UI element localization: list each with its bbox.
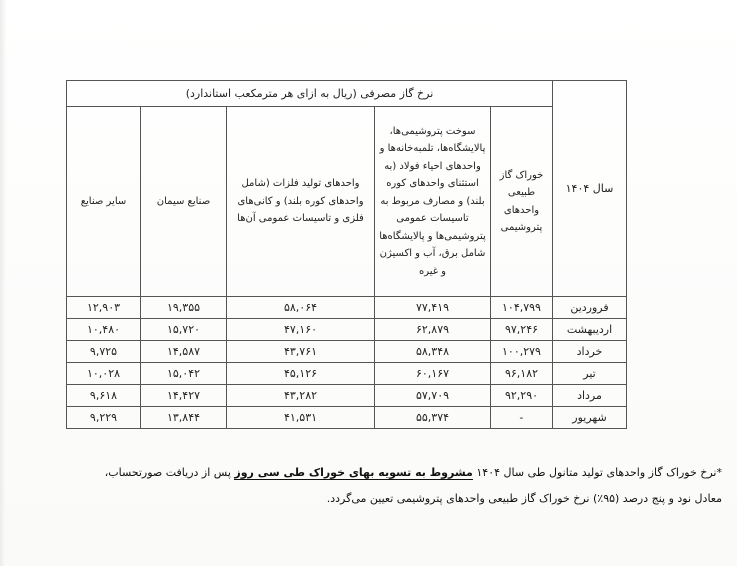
cement-rate-cell: ۱۵,۷۲۰ [141,319,227,341]
feed-rate-cell: ۱۰۴,۷۹۹ [491,297,553,319]
month-cell: شهریور [553,407,627,429]
column-header-petrochemical-fuel: سوخت پتروشیمی‌ها، پالایشگاه‌ها، تلمبه‌خانه‌ها و واحدهای احیاء فولاد (به استثنای واحدهای کوره بلند) و مصارف مربوط به تاسیسات عمومی پتروشیمی‌ها و پالایشگاه‌ها شامل برق، آب و اکسیژن و غیره [375,107,491,297]
fuel-rate-cell: ۶۰,۱۶۷ [375,363,491,385]
methanol-feed-footnote [58,460,722,512]
month-cell: خرداد [553,341,627,363]
metals-rate-cell: ۴۳,۲۸۲ [227,385,375,407]
metals-rate-cell: ۴۱,۵۳۱ [227,407,375,429]
other-rate-cell: ۱۰,۴۸۰ [67,319,141,341]
table-row [67,297,627,319]
footnote-line-2: معادل نود و پنج درصد (۹۵٪) نرخ خوراک گاز طبیعی واحدهای پتروشیمی تعیین می‌گردد. [326,492,722,505]
footnote-text-end: پس از دریافت صورتحساب، [104,466,231,479]
feed-rate-cell: ۹۶,۱۸۲ [491,363,553,385]
month-cell: فروردین [553,297,627,319]
column-header-metals: واحدهای تولید فلزات (شامل واحدهای کوره بلند) و کانی‌های فلزی و تاسیسات عمومی آن‌ها [227,107,375,297]
fuel-rate-cell: ۶۲,۸۷۹ [375,319,491,341]
column-header-cement: صنایع سیمان [141,107,227,297]
other-rate-cell: ۹,۷۲۵ [67,341,141,363]
metals-rate-cell: ۵۸,۰۶۴ [227,297,375,319]
gas-rates-table [66,80,627,429]
month-cell: تیر [553,363,627,385]
other-rate-cell: ۹,۲۲۹ [67,407,141,429]
table-subheader-row [67,107,627,297]
page-edge-shadow [0,0,6,566]
table-row [67,363,627,385]
month-cell: مرداد [553,385,627,407]
table-row [67,407,627,429]
metals-rate-cell: ۴۳,۷۶۱ [227,341,375,363]
column-header-petrochemical-feed: خوراک گاز طبیعی واحدهای پتروشیمی [491,107,553,297]
feed-rate-cell: ۱۰۰,۲۷۹ [491,341,553,363]
column-header-other-industries: سایر صنایع [67,107,141,297]
cement-rate-cell: ۱۹,۳۵۵ [141,297,227,319]
cement-rate-cell: ۱۴,۴۲۷ [141,385,227,407]
metals-rate-cell: ۴۵,۱۲۶ [227,363,375,385]
cement-rate-cell: ۱۵,۰۴۲ [141,363,227,385]
cement-rate-cell: ۱۴,۵۸۷ [141,341,227,363]
other-rate-cell: ۹,۶۱۸ [67,385,141,407]
fuel-rate-cell: ۵۷,۷۰۹ [375,385,491,407]
feed-rate-cell: ۹۷,۲۴۶ [491,319,553,341]
month-cell: اردیبهشت [553,319,627,341]
other-rate-cell: ۱۲,۹۰۳ [67,297,141,319]
table-header-row [67,81,627,107]
fuel-rate-cell: ۵۸,۳۴۸ [375,341,491,363]
footnote-text-start: *نرخ خوراک گاز واحدهای تولید متانول طی سال ۱۴۰۴ [476,466,722,479]
year-column-header: سال ۱۴۰۴ [553,81,627,297]
cement-rate-cell: ۱۳,۸۴۴ [141,407,227,429]
fuel-rate-cell: ۵۵,۳۷۴ [375,407,491,429]
feed-rate-cell: ۹۲,۲۹۰ [491,385,553,407]
fuel-rate-cell: ۷۷,۴۱۹ [375,297,491,319]
table-row [67,319,627,341]
metals-rate-cell: ۴۷,۱۶۰ [227,319,375,341]
footnote-line-1 [58,460,722,486]
table-row [67,385,627,407]
other-rate-cell: ۱۰,۰۲۸ [67,363,141,385]
footnote-condition-bold: مشروط به تسویه بهای خوراک طی سی روز [234,466,473,479]
table-row [67,341,627,363]
feed-rate-cell: - [491,407,553,429]
gas-rate-group-header: نرخ گاز مصرفی (ریال به ازای هر مترمکعب استاندارد) [67,81,553,107]
